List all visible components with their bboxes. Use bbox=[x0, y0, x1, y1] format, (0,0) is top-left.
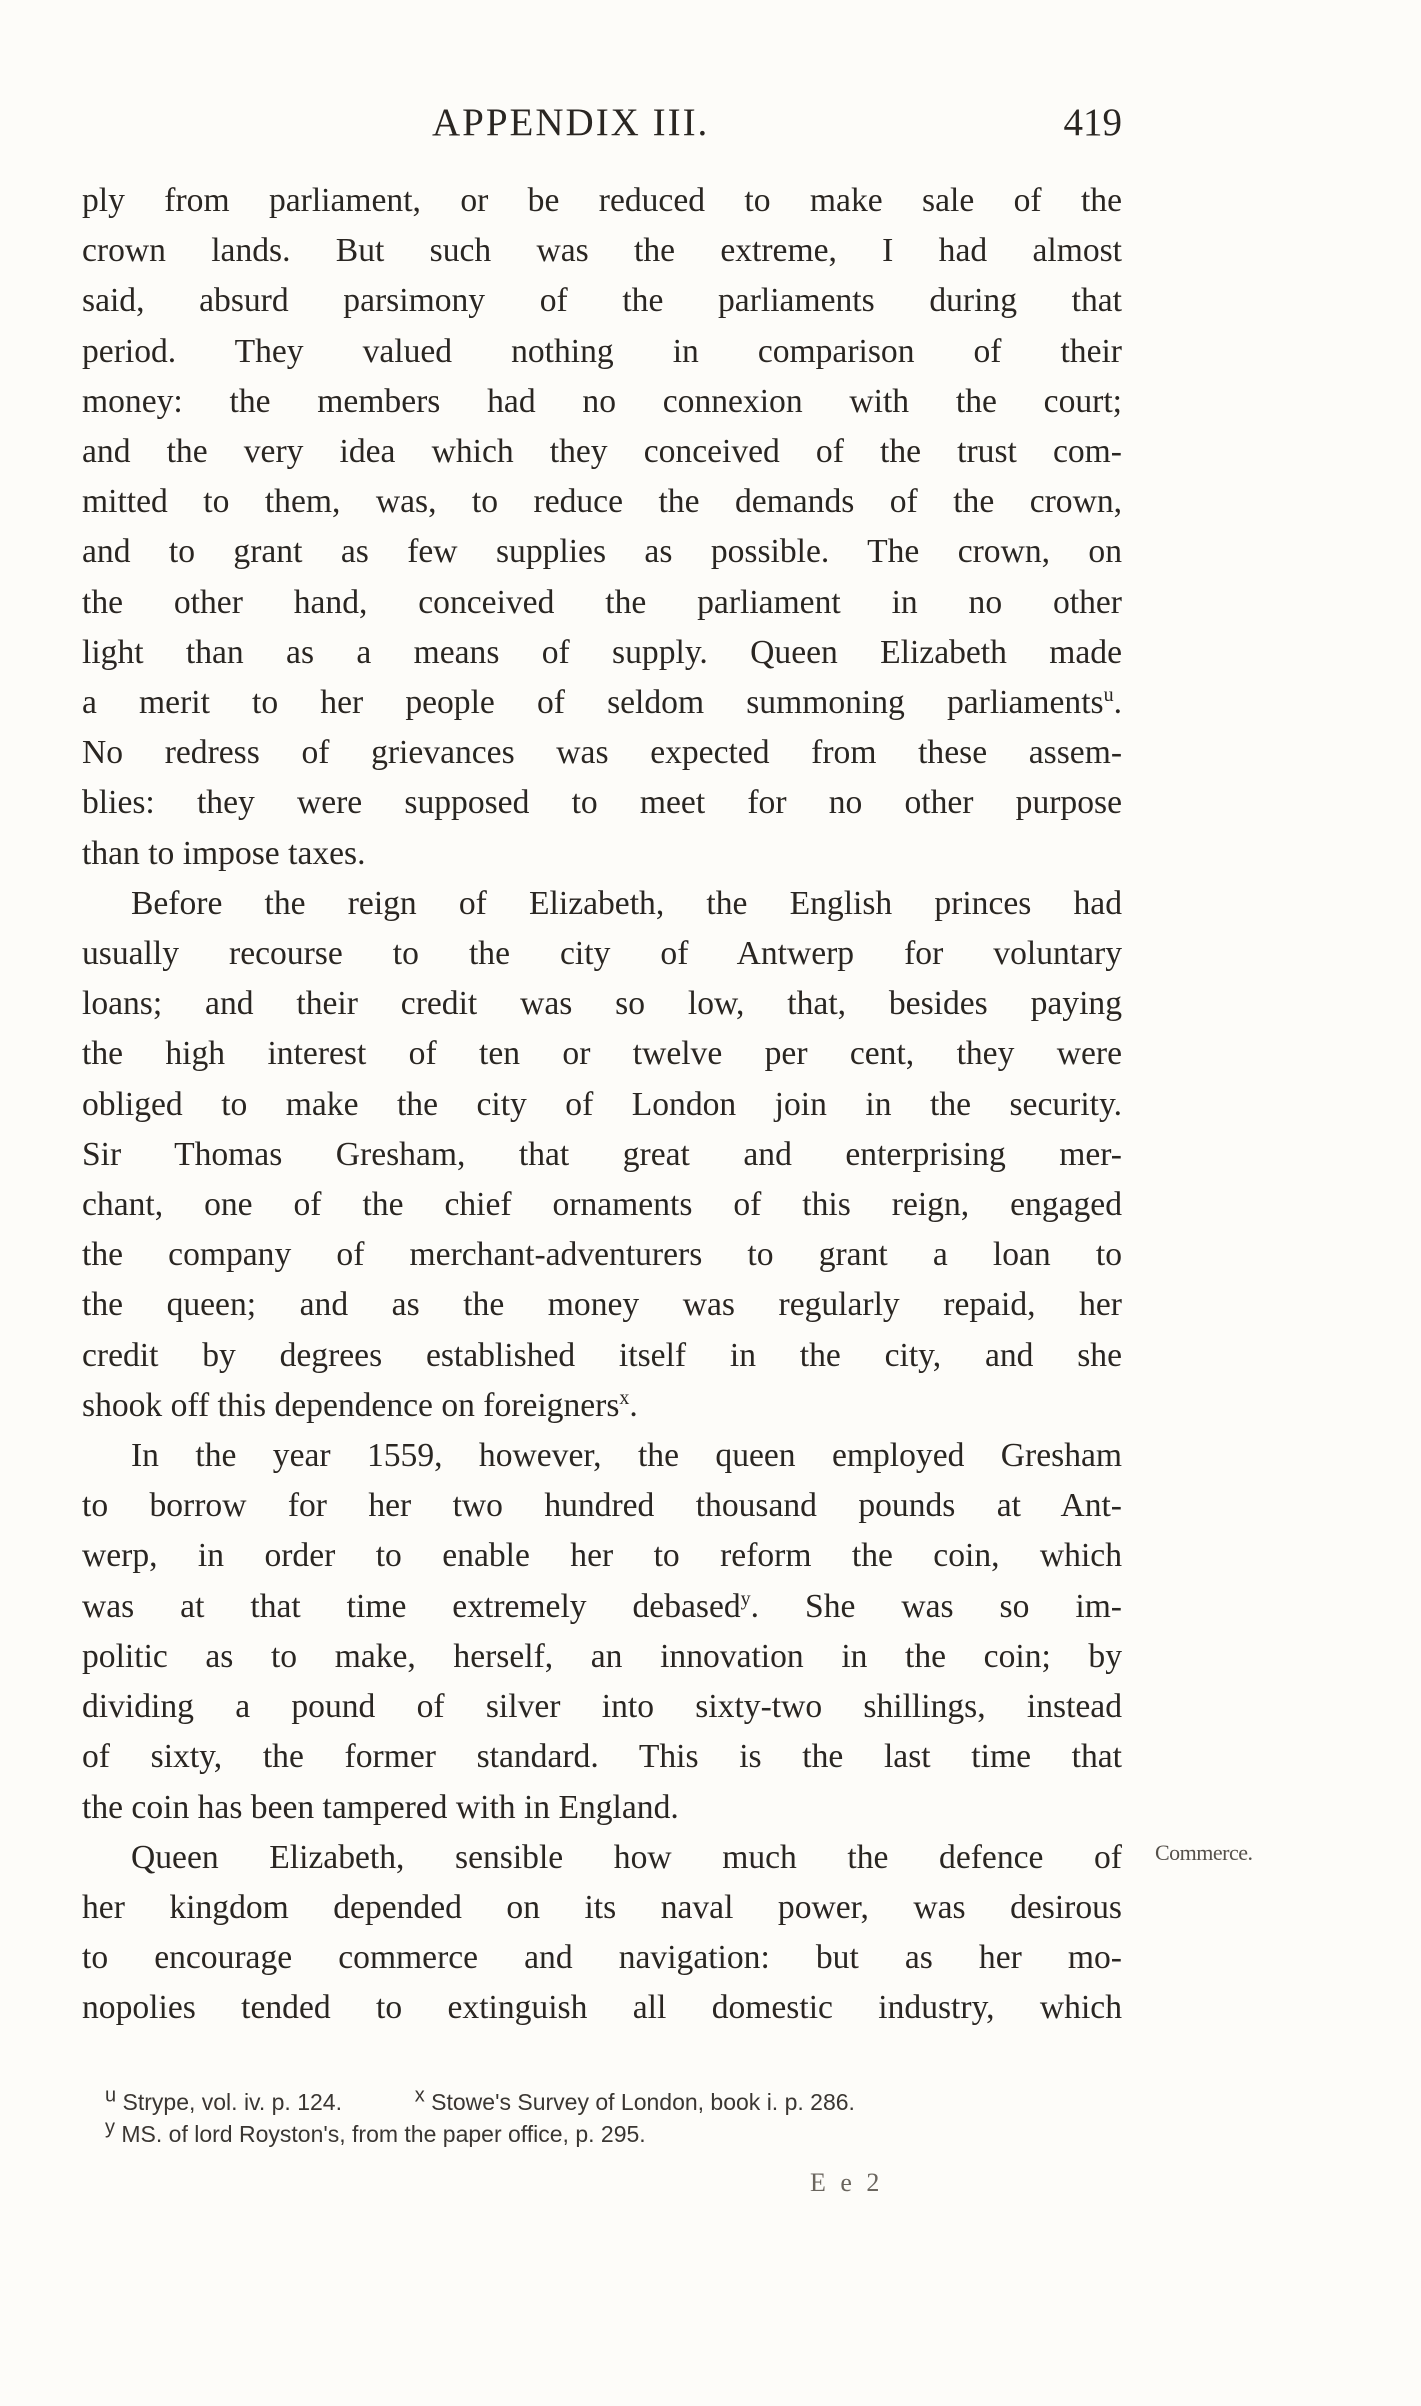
period: . bbox=[1113, 684, 1122, 722]
text-line: money: the members had no connexion with the court; bbox=[82, 382, 1122, 420]
text-fragment: was at that time extremely debased bbox=[82, 1587, 741, 1625]
text-line-with-footnote bbox=[82, 1582, 1122, 1632]
text-line: mitted to them, was, to reduce the demands of the crown, bbox=[82, 483, 1122, 521]
text-line: blies: they were supposed to meet for no other purpose bbox=[82, 784, 1122, 822]
period: . bbox=[629, 1386, 638, 1424]
text-fragment: shook off this dependence on foreigners bbox=[82, 1386, 620, 1424]
text-line: crown lands. But such was the extreme, I had almost bbox=[82, 232, 1122, 270]
text-line: Sir Thomas Gresham, that great and enterprising mer- bbox=[82, 1135, 1122, 1173]
text-line-with-footnote bbox=[82, 678, 1122, 728]
footnote-y-text: MS. of lord Royston's, from the paper office, p. 295. bbox=[121, 2121, 646, 2147]
footnote-row bbox=[105, 2118, 1125, 2150]
text-line-with-footnote bbox=[82, 1381, 1122, 1431]
text-line: usually recourse to the city of Antwerp for voluntary bbox=[82, 935, 1122, 973]
text-line: the high interest of ten or twelve per cent, they were bbox=[82, 1035, 1122, 1073]
footnote-x-mark: x bbox=[414, 2084, 425, 2107]
text-line: credit by degrees established itself in the city, and she bbox=[82, 1336, 1122, 1374]
text-line: the company of merchant-adventurers to grant a loan to bbox=[82, 1236, 1122, 1274]
body-text bbox=[82, 176, 1122, 2034]
text-line: nopolies tended to extinguish all domestic industry, which bbox=[82, 1989, 1122, 2027]
text-line: werp, in order to enable her to reform the coin, which bbox=[82, 1537, 1122, 1575]
page-number: 419 bbox=[1063, 101, 1122, 144]
text-fragment: She was so im- bbox=[805, 1587, 1122, 1625]
period: . bbox=[750, 1587, 760, 1625]
text-line: the queen; and as the money was regularly repaid, her bbox=[82, 1286, 1122, 1324]
text-line: light than as a means of supply. Queen Elizabeth made bbox=[82, 633, 1122, 671]
text-line: to borrow for her two hundred thousand pounds at Ant- bbox=[82, 1487, 1122, 1525]
text-line: and to grant as few supplies as possible. The crown, on bbox=[82, 533, 1122, 571]
footnote-u-text: Strype, vol. iv. p. 124. bbox=[122, 2089, 342, 2115]
text-line: obliged to make the city of London join in the security. bbox=[82, 1085, 1122, 1123]
running-head: APPENDIX III. bbox=[432, 101, 710, 144]
footnote-mark-u: u bbox=[1103, 683, 1114, 706]
text-line: In the year 1559, however, the queen employed Gresham bbox=[131, 1437, 1122, 1475]
text-line: said, absurd parsimony of the parliaments during that bbox=[82, 282, 1122, 320]
text-line: of sixty, the former standard. This is the last time that bbox=[82, 1738, 1122, 1776]
text-line: period. They valued nothing in comparison of their bbox=[82, 332, 1122, 370]
text-line: loans; and their credit was so low, that, besides paying bbox=[82, 985, 1122, 1023]
text-line: Queen Elizabeth, sensible how much the defence of bbox=[131, 1838, 1122, 1876]
text-line: and the very idea which they conceived of the trust com- bbox=[82, 433, 1122, 471]
page-header bbox=[82, 100, 1122, 160]
text-line: Before the reign of Elizabeth, the English princes had bbox=[131, 884, 1122, 922]
text-line: her kingdom depended on its naval power, was desirous bbox=[82, 1888, 1122, 1926]
footnotes bbox=[105, 2086, 1125, 2150]
text-line: politic as to make, herself, an innovation in the coin; by bbox=[82, 1637, 1122, 1675]
footnote-mark-y: y bbox=[740, 1587, 751, 1610]
footnote-mark-x: x bbox=[619, 1386, 630, 1409]
footnote-row bbox=[105, 2086, 1125, 2118]
text-line: dividing a pound of silver into sixty-two shillings, instead bbox=[82, 1688, 1122, 1726]
text-line: to encourage commerce and navigation: but as her mo- bbox=[82, 1939, 1122, 1977]
text-line: the other hand, conceived the parliament in no other bbox=[82, 583, 1122, 621]
text-line: No redress of grievances was expected from these assem- bbox=[82, 734, 1122, 772]
text-line: than to impose taxes. bbox=[82, 834, 366, 872]
text-fragment: a merit to her people of seldom summoning parliaments bbox=[82, 684, 1104, 722]
text-line: ply from parliament, or be reduced to make sale of the bbox=[82, 182, 1122, 219]
footnote-x-text: Stowe's Survey of London, book i. p. 286. bbox=[431, 2089, 855, 2115]
margin-note: Commerce. bbox=[1155, 1840, 1253, 1865]
footnote-u-mark: u bbox=[105, 2084, 117, 2107]
signature-mark: E e 2 bbox=[810, 2168, 884, 2197]
text-line: the coin has been tampered with in England. bbox=[82, 1788, 679, 1826]
text-line: chant, one of the chief ornaments of this reign, engaged bbox=[82, 1186, 1122, 1224]
footnote-y-mark: y bbox=[105, 2116, 115, 2139]
